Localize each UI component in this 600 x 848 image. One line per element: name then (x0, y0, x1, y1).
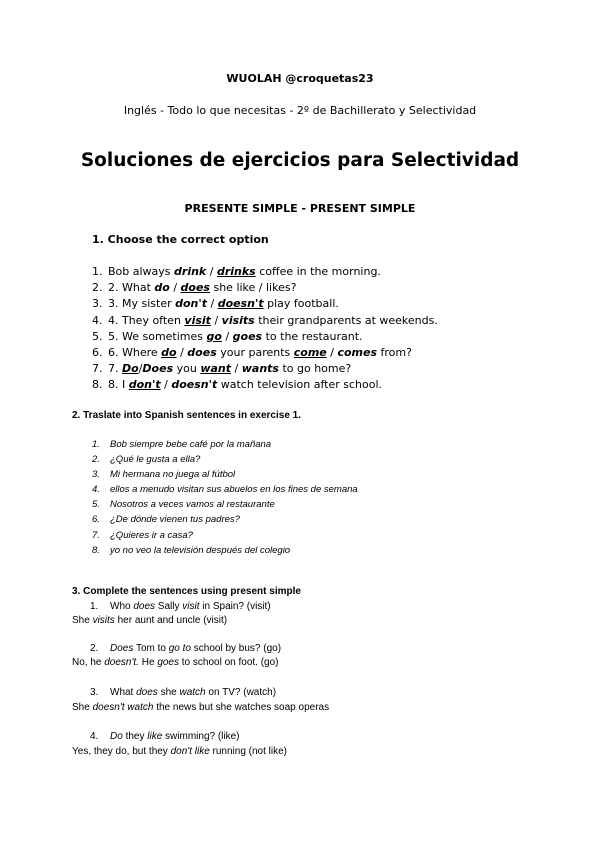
section-title: PRESENTE SIMPLE - PRESENT SIMPLE (184, 202, 416, 215)
wuolah-header: WUOLAH @croquetas23 (226, 72, 374, 85)
list-item: 2. ¿Qué le gusta a ella? (92, 454, 201, 466)
list-item: 7. ¿Quieres ir a casa? (92, 529, 193, 541)
list-item: 5. Nosotros a veces vamos al restaurante (92, 499, 275, 511)
list-item: 6. 6. Where do / does your parents come / comes from? (92, 346, 412, 360)
exercise-3-heading: 3. Complete the sentences using present simple (72, 586, 301, 597)
list-item: 7. 7. Do/Does you want / wants to go home? (92, 362, 352, 376)
exercise-1-list (92, 264, 438, 394)
list-item: 1. Bob always drink / drinks coffee in the morning. (92, 265, 381, 278)
exercise-2-list (92, 437, 358, 558)
list-item: 3. Mi hermana no juega al fútbol (92, 469, 236, 481)
list-item: 8. yo no veo la televisión después del colegio (92, 544, 291, 556)
exercise-3-answer-3: She doesn't watch the news but she watches soap operas (72, 702, 330, 713)
exercise-3-answer-1: She visits her aunt and uncle (visit) (72, 615, 228, 626)
exercise-1-heading: 1. Choose the correct option (92, 233, 269, 246)
list-item: 4. ellos a menudo visitan sus abuelos en los fines de semana (92, 484, 358, 496)
list-item: 8. 8. I don't / doesn't watch television after school. (92, 378, 383, 392)
exercise-3-question-1: 1. Who does Sally visit in Spain? (visit) (90, 601, 271, 612)
list-item: 2. 2. What do / does she like / likes? (92, 281, 297, 295)
list-item: 1. Bob siempre bebe café por la mañana (92, 439, 272, 450)
exercise-3-question-4: 4. Do they like swimming? (like) (90, 731, 240, 742)
exercise-3-question-3: 3. What does she watch on TV? (watch) (90, 687, 277, 698)
page-title: Soluciones de ejercicios para Selectividad (80, 150, 520, 171)
exercise-3-answer-4: Yes, they do, but they don't like running (not like) (72, 746, 288, 757)
exercise-3-answer-2: No, he doesn't. He goes to school on foot. (go) (72, 657, 279, 668)
list-item: 6. ¿De dónde vienen tus padres? (92, 514, 240, 526)
list-item: 3. 3. My sister don't / doesn't play football. (92, 297, 339, 311)
list-item: 5. 5. We sometimes go / goes to the restaurant. (92, 329, 363, 343)
exercise-3-question-2: 2. Does Tom to go to school by bus? (go) (90, 643, 282, 654)
list-item: 4. 4. They often visit / visits their grandparents at weekends. (92, 313, 438, 327)
exercise-2-heading: 2. Traslate into Spanish sentences in exercise 1. (72, 410, 301, 421)
document-subtitle: Inglés - Todo lo que necesitas - 2º de Bachillerato y Selectividad (123, 104, 477, 117)
